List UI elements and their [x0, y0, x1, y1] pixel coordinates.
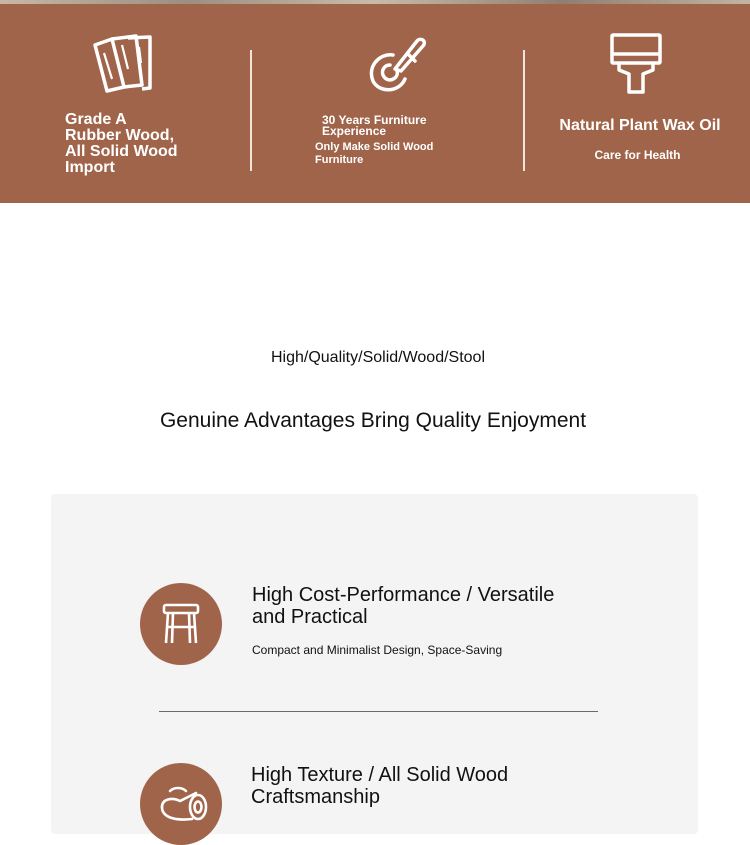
feature-3-subtitle: Care for Health: [594, 148, 681, 162]
stool-icon: [140, 583, 222, 665]
wood-planks-icon: [92, 33, 154, 93]
advantage-divider: [159, 711, 598, 712]
section-headline: Genuine Advantages Bring Quality Enjoyment: [159, 409, 587, 432]
feature-3-title: Natural Plant Wax Oil: [559, 117, 721, 134]
paint-brush-icon: [609, 32, 663, 96]
banner-top-strip: [0, 0, 750, 4]
advantage-1-title: High Cost-Performance / Versatile and Practical: [252, 584, 555, 628]
feature-1-title: Grade A Rubber Wood, All Solid Wood Import: [65, 111, 178, 176]
advantage-2-title: High Texture / All Solid Wood Craftsmanship: [251, 764, 509, 808]
banner-divider-2: [523, 50, 525, 171]
advantage-1-subtitle: Compact and Minimalist Design, Space-Saving: [252, 643, 503, 657]
feature-2-title: 30 Years Furniture Experience: [322, 113, 427, 138]
feature-2-subtitle: Only Make Solid Wood Furniture: [315, 141, 434, 166]
banner-divider-1: [250, 50, 252, 171]
section-tagline: High/Quality/Solid/Wood/Stool: [270, 349, 486, 366]
wood-log-icon: [140, 763, 222, 845]
features-banner: [0, 0, 750, 203]
wood-shaving-icon: [365, 33, 429, 95]
